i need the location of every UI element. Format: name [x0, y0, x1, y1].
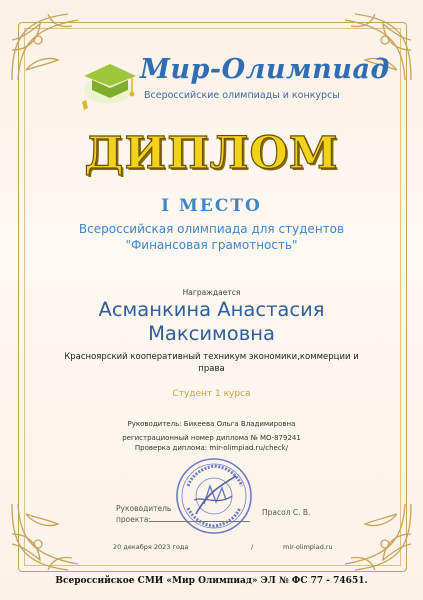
recipient-name: [0, 298, 423, 346]
signature-label-line-2: проекта:: [116, 515, 151, 524]
corner-ornament: [8, 500, 82, 574]
verification-link: Проверка диплома: mir-olimpiad.ru/check/: [134, 444, 289, 452]
organization: Красноярский кооперативный техникум экономики,коммерции и права: [64, 352, 359, 374]
recipient-name-line-1: Асманкина Анастасия: [98, 298, 325, 321]
olympiad-title: [0, 221, 423, 253]
site-logo: [78, 52, 390, 116]
olympiad-line-1: Всероссийская олимпиада для студентов: [78, 222, 345, 236]
place-label: I МЕСТО: [161, 196, 262, 216]
olympiad-line-2: "Финансовая грамотность": [125, 238, 298, 252]
corner-ornament: [8, 10, 82, 84]
corner-ornament: [341, 500, 415, 574]
signature-label-line-1: Руководитель: [116, 504, 172, 513]
diploma-title: ДИПЛОМ: [84, 128, 339, 179]
website-link[interactable]: mir-olimpiad.ru: [283, 543, 333, 551]
course: Студент 1 курса: [172, 389, 251, 399]
signatory-name: Прасол С. В.: [262, 508, 311, 517]
registration-number: регистрационный номер диплома № МО-879241: [122, 434, 301, 442]
awarded-label: Награждается: [182, 288, 241, 297]
graduation-cap-icon: [78, 56, 140, 112]
supervisor: Руководитель: Бикеева Ольга Владимировна: [127, 420, 296, 428]
signature-line: [150, 521, 250, 522]
recipient-name-line-2: Максимовна: [148, 322, 275, 345]
logo-subtitle: Всероссийские олимпиады и конкурсы: [144, 90, 340, 101]
issue-date: 20 декабря 2023 года: [113, 543, 189, 551]
official-stamp: [174, 456, 254, 536]
logo-title: Мир-Олимпиад: [140, 54, 390, 85]
footer-registration: Всероссийское СМИ «Мир Олимпиад» ЭЛ № ФС 77 - 74651.: [55, 576, 368, 586]
separator: /: [251, 543, 254, 551]
